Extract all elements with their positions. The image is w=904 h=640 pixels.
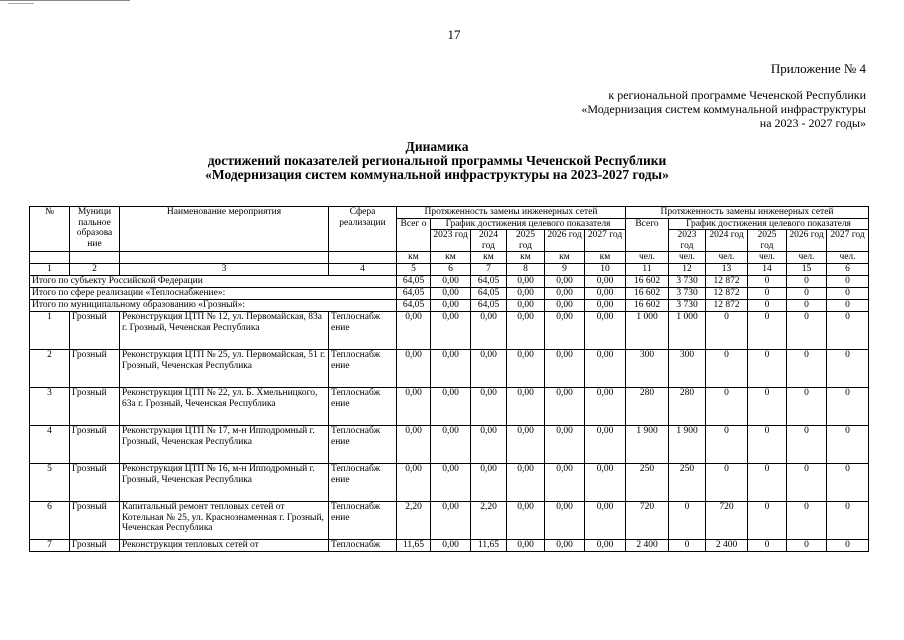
total-value: 0 — [748, 276, 787, 288]
row-value: 0,00 — [507, 350, 545, 388]
header-year: 2023 год — [669, 230, 706, 252]
row-value: 0,00 — [507, 502, 545, 540]
column-numbers-row — [30, 264, 869, 276]
row-value: 0,00 — [471, 388, 507, 426]
total-label: Итого по сфере реализации «Теплоснабжение»: — [30, 288, 397, 300]
total-value: 0 — [748, 300, 787, 312]
appendix-number: Приложение № 4 — [770, 61, 866, 76]
row-value: 0 — [706, 388, 748, 426]
row-value: 0 — [827, 464, 869, 502]
row-value: 0,00 — [507, 388, 545, 426]
header-schedule-km: График достижения целевого показателя — [431, 218, 626, 230]
row-number: 5 — [30, 464, 70, 502]
row-value: 0 — [827, 350, 869, 388]
total-value: 64,05 — [471, 300, 507, 312]
row-municipality: Грозный — [70, 350, 120, 388]
table-row — [30, 388, 869, 426]
row-measure: Реконструкция ЦТП № 25, ул. Первомайская, 51 г. Грозный, Чеченская Республика — [120, 350, 329, 388]
column-number: 1 — [30, 264, 70, 276]
row-value: 0 — [787, 312, 827, 350]
column-number: 9 — [545, 264, 585, 276]
total-value: 0,00 — [507, 288, 545, 300]
row-value: 0,00 — [431, 540, 471, 552]
total-value: 0 — [827, 276, 869, 288]
header-year: 2024 год — [706, 230, 748, 252]
row-value: 0 — [706, 312, 748, 350]
row-sphere: Теплоснабж ение — [329, 350, 397, 388]
unit-cell — [329, 252, 397, 264]
row-sphere: Теплоснабж — [329, 540, 397, 552]
header-year: 2027 год — [585, 230, 626, 252]
unit-people: чел. — [626, 252, 669, 264]
document-title — [0, 140, 904, 182]
column-number: 11 — [626, 264, 669, 276]
total-value: 12 872 — [706, 276, 748, 288]
row-value: 0 — [827, 540, 869, 552]
table-row — [30, 464, 869, 502]
unit-cell — [120, 252, 329, 264]
row-value: 0 — [827, 312, 869, 350]
row-municipality: Грозный — [70, 426, 120, 464]
row-value: 0,00 — [471, 312, 507, 350]
header-year: 2026 год — [787, 230, 827, 252]
row-value: 0 — [748, 312, 787, 350]
unit-cell — [30, 252, 70, 264]
header-measure: Наименование мероприятия — [120, 207, 329, 252]
row-sphere: Теплоснабж ение — [329, 426, 397, 464]
column-number: 5 — [397, 264, 431, 276]
row-value: 0,00 — [545, 540, 585, 552]
title-line-3: «Модернизация систем коммунальной инфраструктуры на 2023-2027 годы» — [205, 167, 669, 182]
total-value: 0,00 — [545, 276, 585, 288]
row-municipality: Грозный — [70, 388, 120, 426]
row-sphere: Теплоснабж ение — [329, 312, 397, 350]
unit-people: чел. — [827, 252, 869, 264]
total-value: 16 602 — [626, 288, 669, 300]
total-value: 0,00 — [585, 288, 626, 300]
header-year: 2025 год — [507, 230, 545, 252]
row-value: 0,00 — [397, 426, 431, 464]
total-value: 16 602 — [626, 300, 669, 312]
column-number: 15 — [787, 264, 827, 276]
row-sphere: Теплоснабж ение — [329, 464, 397, 502]
row-value: 0,00 — [585, 464, 626, 502]
total-value: 0,00 — [431, 300, 471, 312]
row-measure: Капитальный ремонт тепловых сетей от Котельная № 25, ул. Краснознаменная г. Грозный, Чеченская Республика — [120, 502, 329, 540]
row-value: 0 — [787, 350, 827, 388]
row-value: 300 — [626, 350, 669, 388]
row-value: 0,00 — [585, 502, 626, 540]
row-value: 0 — [706, 464, 748, 502]
column-number: 10 — [585, 264, 626, 276]
row-value: 0 — [827, 502, 869, 540]
row-value: 2 400 — [706, 540, 748, 552]
unit-km: км — [397, 252, 431, 264]
row-value: 1 000 — [626, 312, 669, 350]
row-value: 0,00 — [585, 540, 626, 552]
total-label: Итого по субъекту Российской Федерации — [30, 276, 397, 288]
row-value: 0,00 — [397, 350, 431, 388]
row-value: 0 — [787, 388, 827, 426]
row-value: 0,00 — [431, 464, 471, 502]
header-row-1 — [30, 207, 869, 219]
total-value: 3 730 — [669, 300, 706, 312]
row-value: 0 — [748, 388, 787, 426]
header-total-people: Всего — [626, 218, 669, 252]
unit-people: чел. — [748, 252, 787, 264]
header-total-km: Всег о — [397, 218, 431, 252]
header-year: 2026 год — [545, 230, 585, 252]
total-value: 0,00 — [585, 300, 626, 312]
total-value: 0,00 — [545, 300, 585, 312]
title-line-1: Динамика — [405, 139, 469, 154]
unit-people: чел. — [669, 252, 706, 264]
row-municipality: Грозный — [70, 464, 120, 502]
total-value: 3 730 — [669, 276, 706, 288]
total-value: 0,00 — [585, 276, 626, 288]
row-value: 0 — [827, 388, 869, 426]
column-number: 14 — [748, 264, 787, 276]
row-value: 0,00 — [471, 464, 507, 502]
row-value: 0,00 — [431, 350, 471, 388]
row-value: 300 — [669, 350, 706, 388]
total-value: 64,05 — [397, 300, 431, 312]
total-value: 16 602 — [626, 276, 669, 288]
total-value: 12 872 — [706, 300, 748, 312]
row-value: 720 — [706, 502, 748, 540]
header-municipality: Муници пальное образова ние — [70, 207, 120, 252]
row-value: 0 — [787, 426, 827, 464]
column-number: 2 — [70, 264, 120, 276]
row-sphere: Теплоснабж ение — [329, 388, 397, 426]
row-municipality: Грозный — [70, 540, 120, 552]
table-row — [30, 540, 869, 552]
row-value: 0,00 — [471, 426, 507, 464]
total-value: 0 — [827, 300, 869, 312]
total-value: 64,05 — [397, 288, 431, 300]
column-number: 8 — [507, 264, 545, 276]
total-label: Итого по муниципальному образованию «Грозный»: — [30, 300, 397, 312]
unit-people: чел. — [787, 252, 827, 264]
row-measure: Реконструкция тепловых сетей от — [120, 540, 329, 552]
row-value: 0,00 — [431, 388, 471, 426]
header-group-people: Протяженность замены инженерных сетей — [626, 207, 869, 219]
total-value: 0,00 — [507, 300, 545, 312]
header-no: № — [30, 207, 70, 252]
total-value: 0 — [748, 288, 787, 300]
row-value: 0 — [669, 540, 706, 552]
appendix-line-3: на 2023 - 2027 годы» — [759, 116, 866, 130]
row-municipality: Грозный — [70, 312, 120, 350]
row-value: 0 — [787, 502, 827, 540]
appendix-line-1: к региональной программе Чеченской Республики — [608, 88, 866, 102]
row-number: 3 — [30, 388, 70, 426]
row-value: 0 — [748, 502, 787, 540]
row-value: 280 — [626, 388, 669, 426]
row-value: 0,00 — [545, 464, 585, 502]
page-number: 17 — [447, 27, 461, 42]
row-value: 0 — [748, 464, 787, 502]
column-number: 6 — [431, 264, 471, 276]
row-value: 0 — [748, 426, 787, 464]
total-row — [30, 300, 869, 312]
row-value: 2,20 — [471, 502, 507, 540]
total-row — [30, 276, 869, 288]
unit-cell — [70, 252, 120, 264]
row-value: 0,00 — [431, 312, 471, 350]
row-measure: Реконструкция ЦТП № 22, ул. Б. Хмельницкого, 63а г. Грозный, Чеченская Республика — [120, 388, 329, 426]
total-value: 0 — [827, 288, 869, 300]
total-value: 3 730 — [669, 288, 706, 300]
total-value: 0 — [787, 276, 827, 288]
header-sphere: Сфера реализации — [329, 207, 397, 252]
row-value: 0,00 — [507, 464, 545, 502]
total-value: 64,05 — [471, 288, 507, 300]
appendix-block — [581, 62, 866, 130]
row-value: 0 — [787, 540, 827, 552]
table-row — [30, 426, 869, 464]
row-value: 0,00 — [585, 350, 626, 388]
column-number: 13 — [706, 264, 748, 276]
total-row — [30, 288, 869, 300]
row-value: 0,00 — [545, 350, 585, 388]
scan-artifact-line — [0, 0, 130, 4]
row-value: 0,00 — [545, 388, 585, 426]
row-value: 0,00 — [431, 502, 471, 540]
unit-people: чел. — [706, 252, 748, 264]
unit-km: км — [507, 252, 545, 264]
header-year: 2023 год — [431, 230, 471, 252]
column-number: 12 — [669, 264, 706, 276]
row-value: 0,00 — [397, 312, 431, 350]
row-value: 0,00 — [507, 540, 545, 552]
row-value: 2,20 — [397, 502, 431, 540]
row-value: 0 — [706, 426, 748, 464]
table-row — [30, 350, 869, 388]
title-line-2: достижений показателей региональной программы Чеченской Республики — [207, 153, 667, 168]
row-value: 0,00 — [545, 312, 585, 350]
row-number: 1 — [30, 312, 70, 350]
row-number: 7 — [30, 540, 70, 552]
unit-km: км — [585, 252, 626, 264]
row-value: 0,00 — [585, 388, 626, 426]
total-value: 0,00 — [545, 288, 585, 300]
unit-km: км — [431, 252, 471, 264]
row-number: 6 — [30, 502, 70, 540]
unit-row — [30, 252, 869, 264]
total-value: 12 872 — [706, 288, 748, 300]
column-number: 4 — [329, 264, 397, 276]
table-body — [30, 207, 869, 552]
row-value: 0,00 — [507, 426, 545, 464]
row-value: 0 — [706, 350, 748, 388]
row-value: 11,65 — [471, 540, 507, 552]
indicators-table — [29, 206, 869, 552]
total-value: 0 — [787, 300, 827, 312]
row-value: 0 — [748, 540, 787, 552]
row-measure: Реконструкция ЦТП № 17, м-н Ипподромный г. Грозный, Чеченская Республика — [120, 426, 329, 464]
unit-km: км — [471, 252, 507, 264]
total-value: 0,00 — [507, 276, 545, 288]
header-year: 2027 год — [827, 230, 869, 252]
row-value: 1 900 — [669, 426, 706, 464]
row-sphere: Теплоснабж ение — [329, 502, 397, 540]
row-value: 0 — [787, 464, 827, 502]
total-value: 64,05 — [471, 276, 507, 288]
row-value: 0,00 — [545, 502, 585, 540]
total-value: 0,00 — [431, 288, 471, 300]
row-value: 0,00 — [397, 464, 431, 502]
row-value: 0,00 — [585, 426, 626, 464]
table-row — [30, 312, 869, 350]
appendix-line-2: «Модернизация систем коммунальной инфраструктуры — [581, 102, 866, 116]
header-year: 2025 год — [748, 230, 787, 252]
header-schedule-people: График достижения целевого показателя — [669, 218, 869, 230]
total-value: 64,05 — [397, 276, 431, 288]
row-value: 2 400 — [626, 540, 669, 552]
row-value: 0,00 — [545, 426, 585, 464]
row-number: 2 — [30, 350, 70, 388]
header-year: 2024 год — [471, 230, 507, 252]
row-value: 1 000 — [669, 312, 706, 350]
row-value: 11,65 — [397, 540, 431, 552]
total-value: 0,00 — [431, 276, 471, 288]
row-measure: Реконструкция ЦТП № 12, ул. Первомайская, 83а г. Грозный, Чеченская Республика — [120, 312, 329, 350]
row-value: 250 — [669, 464, 706, 502]
row-value: 0,00 — [431, 426, 471, 464]
column-number: 3 — [120, 264, 329, 276]
row-measure: Реконструкция ЦТП № 16, м-н Ипподромный г. Грозный, Чеченская Республика — [120, 464, 329, 502]
row-value: 0 — [748, 350, 787, 388]
row-value: 0,00 — [471, 350, 507, 388]
table-row — [30, 502, 869, 540]
row-value: 280 — [669, 388, 706, 426]
row-value: 0,00 — [585, 312, 626, 350]
column-number: 7 — [471, 264, 507, 276]
row-value: 0 — [827, 426, 869, 464]
header-group-km: Протяженность замены инженерных сетей — [397, 207, 626, 219]
unit-km: км — [545, 252, 585, 264]
row-municipality: Грозный — [70, 502, 120, 540]
row-value: 0,00 — [507, 312, 545, 350]
column-number: 6 — [827, 264, 869, 276]
row-value: 0,00 — [397, 388, 431, 426]
row-value: 720 — [626, 502, 669, 540]
row-number: 4 — [30, 426, 70, 464]
row-value: 250 — [626, 464, 669, 502]
row-value: 0 — [669, 502, 706, 540]
row-value: 1 900 — [626, 426, 669, 464]
total-value: 0 — [787, 288, 827, 300]
